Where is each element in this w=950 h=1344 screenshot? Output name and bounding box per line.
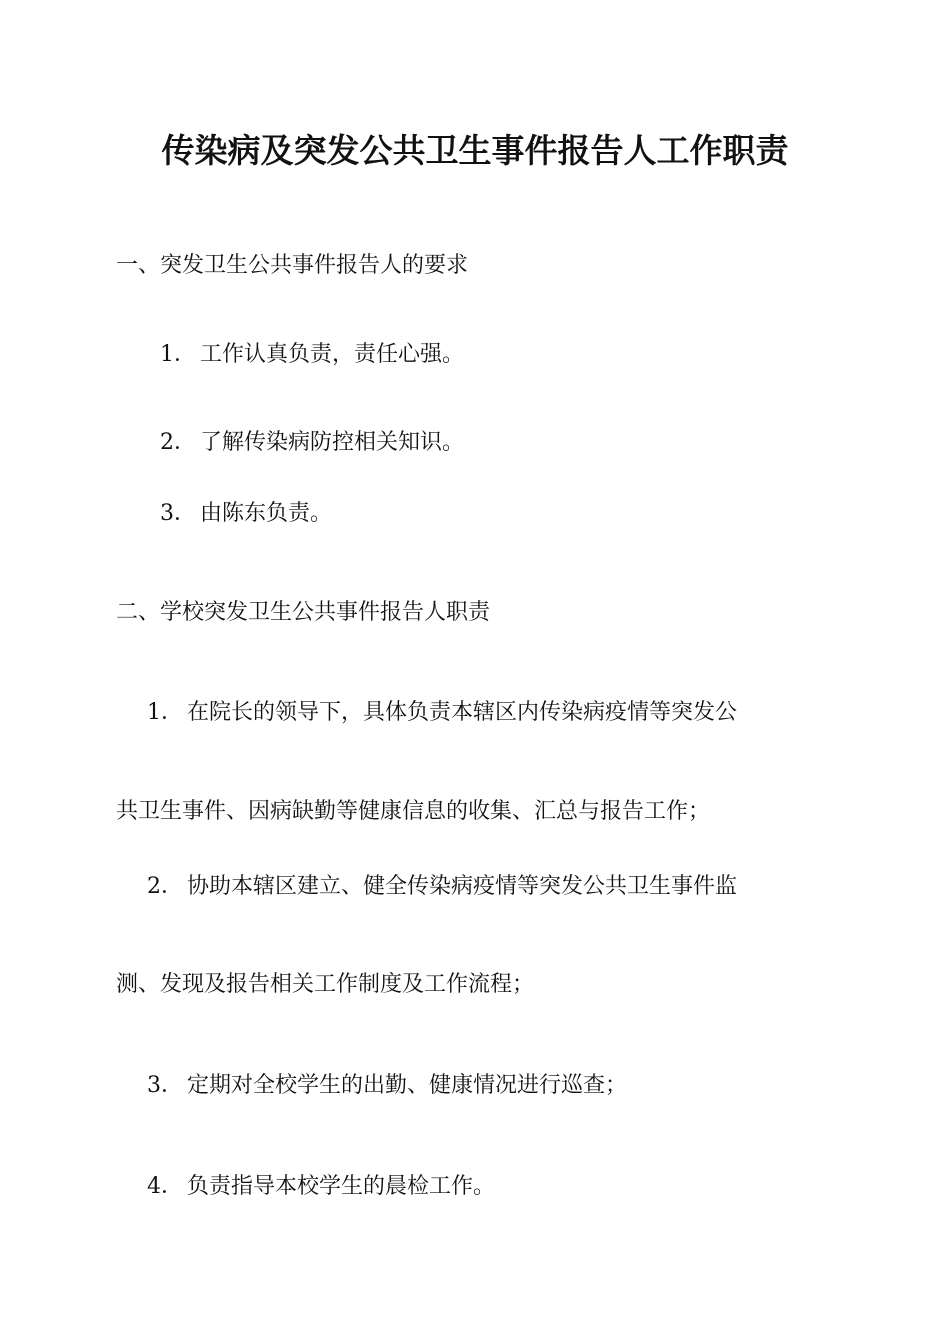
section1-heading: 一、突发卫生公共事件报告人的要求 [116,253,469,278]
item-text: 了解传染病防控相关知识。 [200,430,465,455]
section1-item-2 [160,428,464,458]
section1-item-3 [160,499,332,529]
item-text: 由陈东负责。 [200,501,333,526]
section2-item-1 [147,698,737,728]
item-number: 3． [160,501,196,526]
item-number: 4． [147,1174,183,1199]
item-text: 负责指导本校学生的晨检工作。 [187,1174,496,1199]
item-number: 2． [160,430,196,455]
item-number: 2． [147,874,183,899]
section2-item-3 [147,1071,627,1101]
item-text: 工作认真负责，责任心强。 [200,342,465,367]
section2-item-4 [147,1172,495,1202]
document-title: 传染病及突发公共卫生事件报告人工作职责 [161,131,789,170]
item-number: 1． [147,700,183,725]
section1-item-1 [160,340,464,370]
item-number: 1． [160,342,196,367]
item-text: 在院长的领导下，具体负责本辖区内传染病疫情等突发公 [187,700,738,725]
section2-heading: 二、学校突发卫生公共事件报告人职责 [116,600,491,625]
item-text: 定期对全校学生的出勤、健康情况进行巡查； [187,1073,628,1098]
item-number: 3． [147,1073,183,1098]
section2-item-2 [147,872,737,902]
item-text: 协助本辖区建立、健全传染病疫情等突发公共卫生事件监 [187,874,738,899]
section2-item-2-continuation: 测、发现及报告相关工作制度及工作流程； [116,972,535,997]
section2-item-1-continuation: 共卫生事件、因病缺勤等健康信息的收集、汇总与报告工作； [116,799,711,824]
